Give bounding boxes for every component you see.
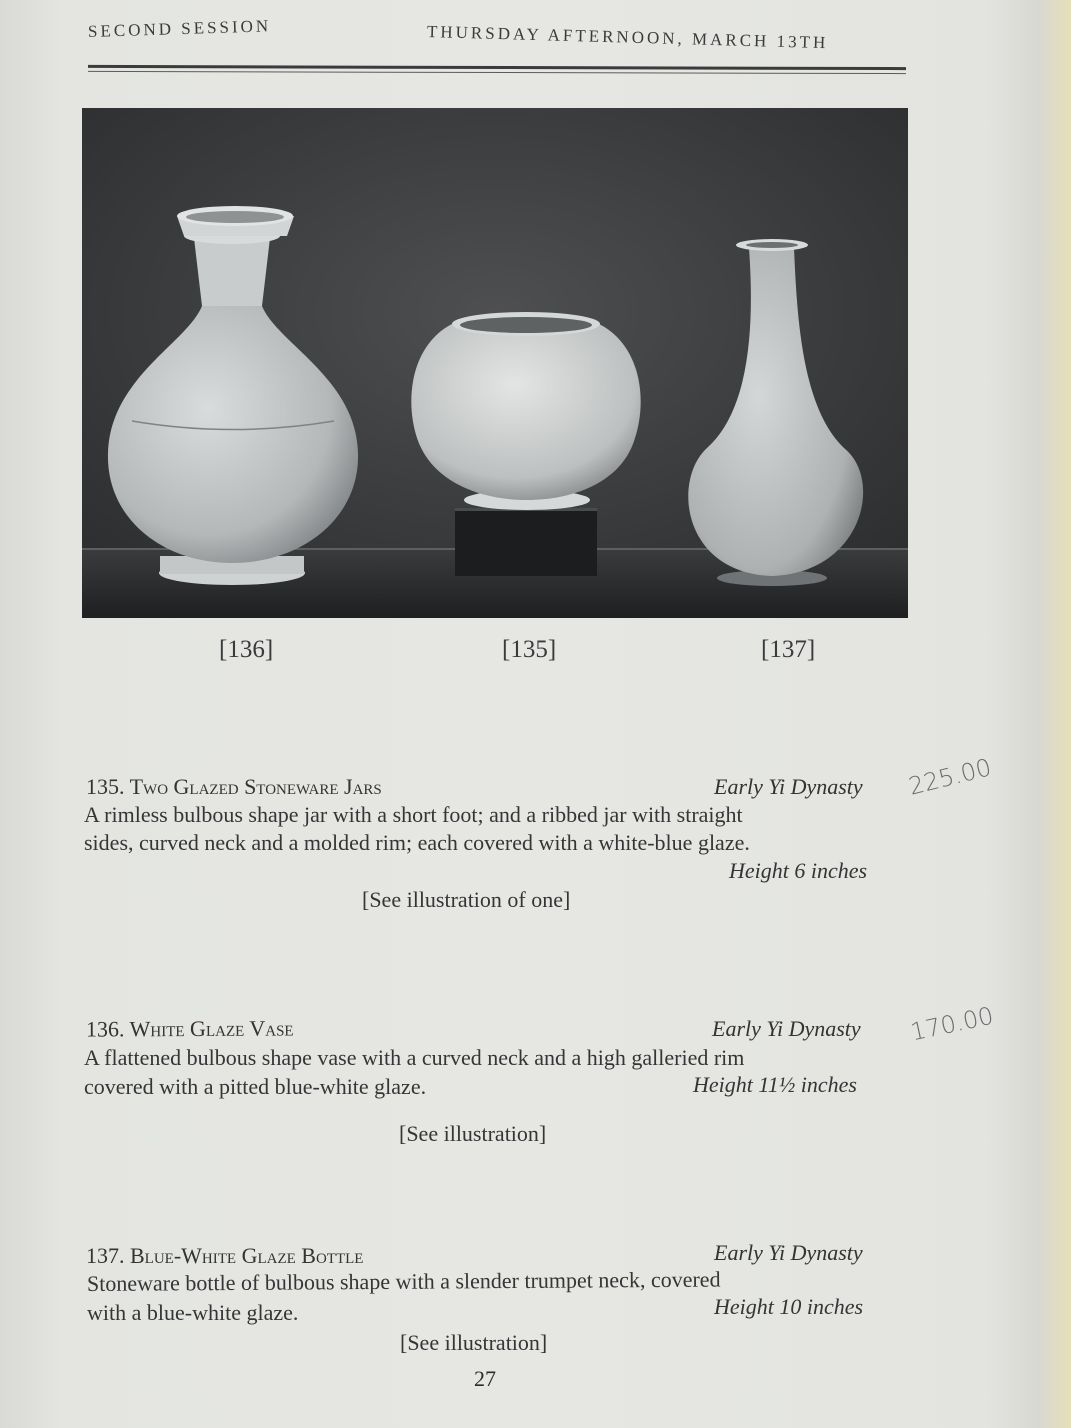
- entry-137-illustration-note: [See illustration]: [400, 1330, 548, 1355]
- entry-136-desc-line1: A flattened bulbous shape vase with a curved neck and a high galleried rim: [84, 1045, 745, 1070]
- ceramics-photograph: [82, 108, 908, 618]
- entry-137-dynasty: Early Yi Dynasty: [714, 1240, 863, 1265]
- entry-137-desc-line2: with a blue-white glaze.: [87, 1300, 299, 1325]
- entry-135-desc-line1: A rimless bulbous shape jar with a short foot; and a ribbed jar with straight: [84, 802, 743, 827]
- entry-135-handwritten-price: 225.00: [905, 753, 995, 801]
- page-number: 27: [474, 1366, 496, 1391]
- photo-caption-135: [135]: [502, 636, 557, 663]
- entry-136-illustration-note: [See illustration]: [399, 1121, 547, 1146]
- running-header-session: SECOND SESSION: [87, 16, 272, 41]
- entry-136-height: Height 11½ inches: [693, 1072, 857, 1097]
- entry-137-title: 137. Blue-White Glaze Bottle: [86, 1243, 364, 1268]
- entry-135-height: Height 6 inches: [729, 858, 868, 883]
- header-rule: [88, 65, 906, 70]
- entry-135-title: 135. Two Glazed Stoneware Jars: [86, 774, 382, 799]
- header-rule-thin: [88, 71, 906, 74]
- entry-136-handwritten-price: 170.00: [908, 1001, 996, 1047]
- entry-135-illustration-note: [See illustration of one]: [362, 887, 571, 912]
- entry-136-title: 136. White Glaze Vase: [85, 1015, 294, 1042]
- entry-136-desc-line2: covered with a pitted blue-white glaze.: [84, 1074, 427, 1099]
- entry-137-desc-line1: Stoneware bottle of bulbous shape with a slender trumpet neck, covered: [86, 1266, 721, 1296]
- photo-caption-136: [136]: [219, 636, 274, 663]
- entry-137-height: Height 10 inches: [714, 1294, 864, 1319]
- photo-caption-137: [137]: [761, 636, 816, 663]
- entry-135-desc-line2: sides, curved neck and a molded rim; each covered with a white-blue glaze.: [84, 830, 750, 855]
- running-header-date: THURSDAY AFTERNOON, MARCH 13TH: [426, 22, 829, 53]
- entry-136-dynasty: Early Yi Dynasty: [712, 1016, 861, 1041]
- entry-135-dynasty: Early Yi Dynasty: [714, 774, 863, 799]
